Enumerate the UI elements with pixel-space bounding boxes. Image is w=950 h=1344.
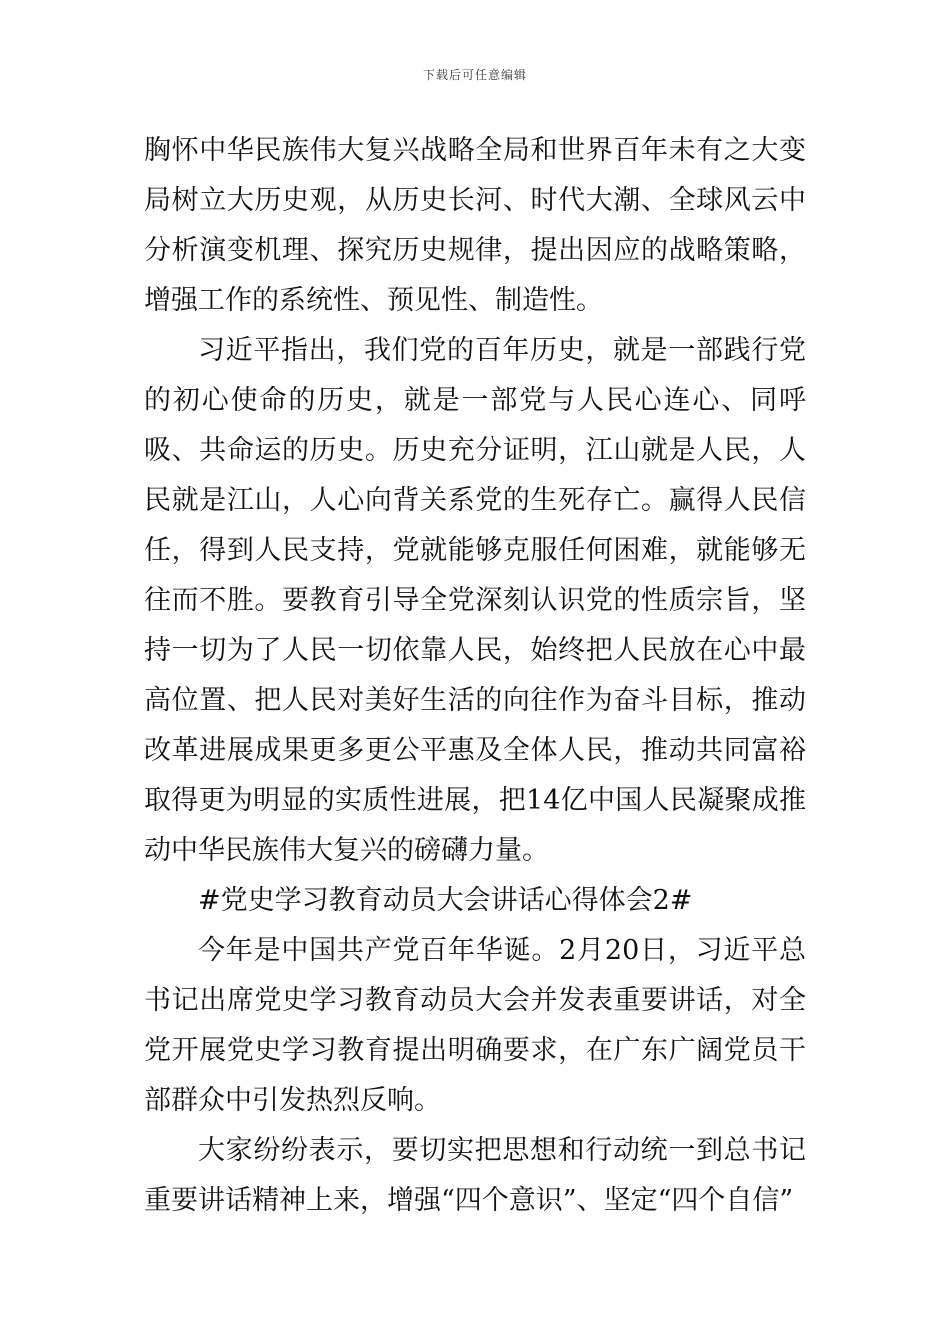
section-heading: #党史学习教育动员大会讲话心得体会2# <box>198 885 693 916</box>
paragraph-continuation: 胸怀中华民族伟大复兴战略全局和世界百年未有之大变局树立大历史观，从历史长河、时代大潮、全球风云中分析演变机理、探究历史规律，提出因应的战略策略，增强工作的系统性、预见性、制造性。 <box>144 135 806 316</box>
paragraph-xi-remarks: 习近平指出，我们党的百年历史，就是一部践行党的初心使命的历史，就是一部党与人民心连心、同呼吸、共命运的历史。历史充分证明，江山就是人民，人民就是江山，人心向背关系党的生死存亡。赢得人民信任，得到人民支持，党就能够克服任何困难，就能够无往而不胜。要教育引导全党深刻认识党的性质宗旨，坚持一切为了人民一切依靠人民，始终把人民放在心中最高位置、把人民对美好生活的向往作为奋斗目标，推动改革进展成果更多更公平惠及全体人民，推动共同富裕取得更为明显的实质性进展，把14亿中国人民凝聚成推动中华民族伟大复兴的磅礴力量。 <box>144 335 806 866</box>
paragraph-anniversary: 今年是中国共产党百年华诞。2月20日，习近平总书记出席党史学习教育动员大会并发表重要讲话，对全党开展党史学习教育提出明确要求，在广东广阔党员干部群众中引发热烈反响。 <box>144 935 806 1116</box>
paragraph-response: 大家纷纷表示，要切实把思想和行动统一到总书记重要讲话精神上来，增强“四个意识”、坚定“四个自信” <box>144 1135 806 1216</box>
download-note: 下载后可任意编辑 <box>422 68 527 82</box>
document-body <box>144 126 806 1226</box>
